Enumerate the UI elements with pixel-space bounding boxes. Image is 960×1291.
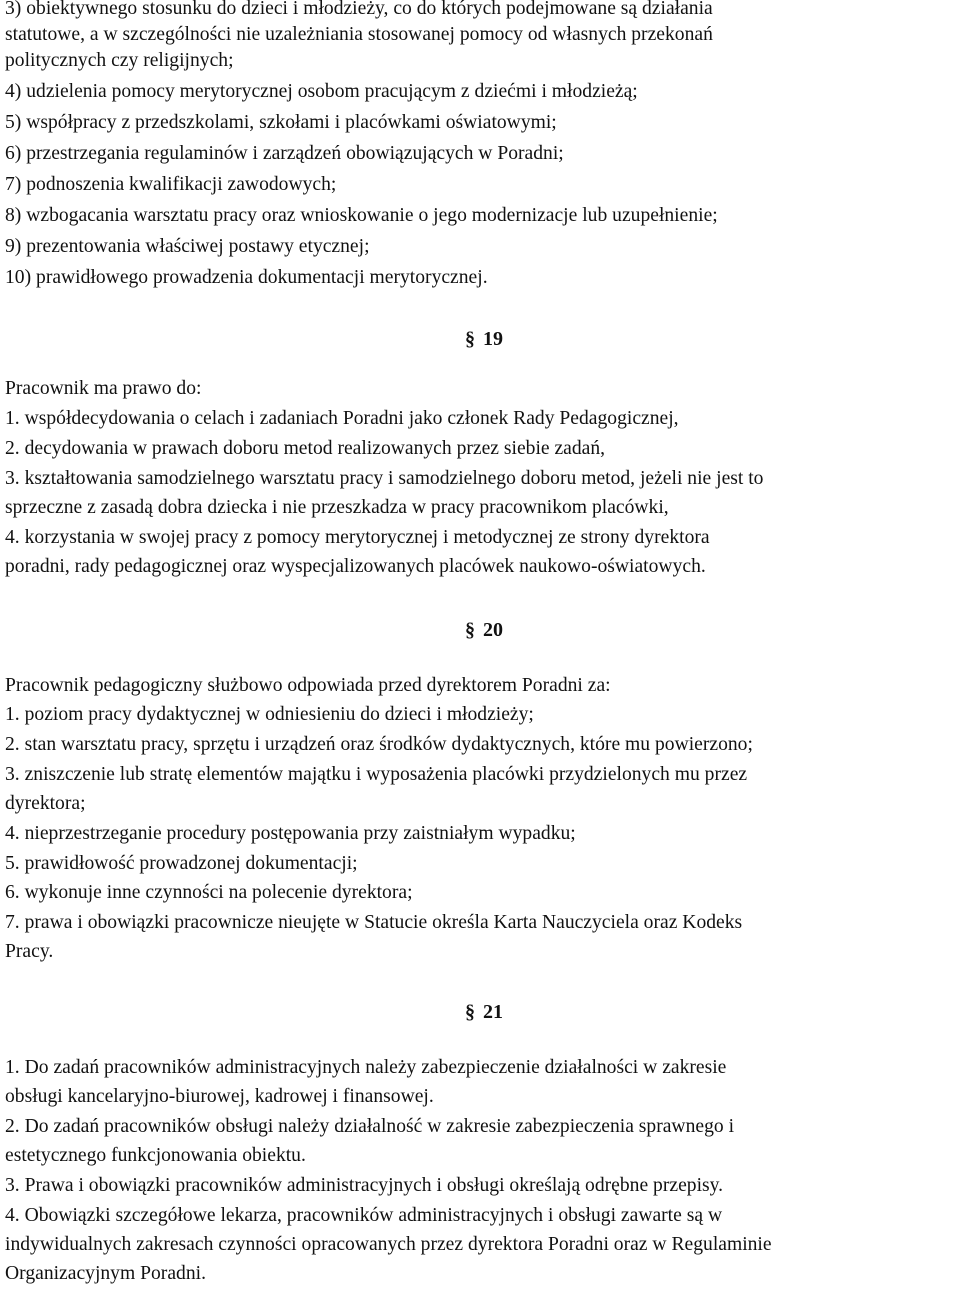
text-line: 3. zniszczenie lub stratę elementów majątku i wyposażenia placówki przydzielonych mu przez <box>5 764 748 785</box>
text-line: 1. Do zadań pracowników administracyjnych należy zabezpieczenie działalności w zakresie <box>5 1057 727 1078</box>
text-line: 3. Prawa i obowiązki pracowników administracyjnych i obsługi określają odrębne przepisy. <box>5 1175 724 1196</box>
text-line: 5) współpracy z przedszkolami, szkołami i placówkami oświatowymi; <box>5 112 557 133</box>
section-number: 21 <box>483 1001 503 1023</box>
section-number: 20 <box>483 619 503 641</box>
text-line: Pracy. <box>5 941 54 962</box>
section-19 <box>5 326 957 580</box>
text-line: 9) prezentowania właściwej postawy etycznej; <box>5 236 370 257</box>
text-line: 7) podnoszenia kwalifikacji zawodowych; <box>5 174 337 195</box>
text-line: 2. decydowania w prawach doboru metod realizowanych przez siebie zadań, <box>5 438 606 459</box>
text-line: 1. poziom pracy dydaktycznej w odniesieniu do dzieci i młodzieży; <box>5 704 534 725</box>
section-heading-21 <box>5 999 957 1025</box>
text-line: 4) udzielenia pomocy merytorycznej osobom pracującym z dziećmi i młodzieżą; <box>5 81 638 102</box>
text-line: poradni, rady pedagogicznej oraz wyspecjalizowanych placówek naukowo-oświatowych. <box>5 556 706 577</box>
text-line: estetycznego funkcjonowania obiektu. <box>5 1145 306 1166</box>
text-line: Pracownik pedagogiczny służbowo odpowiada przed dyrektorem Poradni za: <box>5 675 611 696</box>
text-line: 3. kształtowania samodzielnego warsztatu pracy i samodzielnego doboru metod, jeżeli nie jest to <box>5 468 764 489</box>
section-number: 19 <box>483 328 503 350</box>
text-line: 7. prawa i obowiązki pracownicze nieujęte w Statucie określa Karta Nauczyciela oraz Kodeks <box>5 912 743 933</box>
section-symbol: § <box>465 619 475 641</box>
text-line: 2. stan warsztatu pracy, sprzętu i urządzeń oraz środków dydaktycznych, które mu powierzono; <box>5 734 753 755</box>
text-line: 4. Obowiązki szczegółowe lekarza, pracowników administracyjnych i obsługi zawarte są w <box>5 1205 723 1226</box>
text-line: Pracownik ma prawo do: <box>5 378 202 399</box>
text-line: 10) prawidłowego prowadzenia dokumentacji merytorycznej. <box>5 267 488 288</box>
section-symbol: § <box>465 1001 475 1023</box>
text-line: statutowe, a w szczególności nie uzależniania stosowanej pomocy od własnych przekonań <box>5 24 713 45</box>
text-line: Organizacyjnym Poradni. <box>5 1263 206 1284</box>
text-line: 4. nieprzestrzeganie procedury postępowania przy zaistniałym wypadku; <box>5 823 576 844</box>
text-line: politycznych czy religijnych; <box>5 50 234 71</box>
duties-list-continuation <box>5 0 718 291</box>
text-line: 1. współdecydowania o celach i zadaniach Poradni jako członek Rady Pedagogicznej, <box>5 408 679 429</box>
section-21 <box>5 999 957 1287</box>
section-heading-19 <box>5 326 957 352</box>
text-line: 2. Do zadań pracowników obsługi należy działalność w zakresie zabezpieczenia sprawnego i <box>5 1116 735 1137</box>
section-heading-20 <box>5 617 957 643</box>
text-line: 4. korzystania w swojej pracy z pomocy merytorycznej i metodycznej ze strony dyrektora <box>5 527 710 548</box>
text-line: 6) przestrzegania regulaminów i zarządzeń obowiązujących w Poradni; <box>5 143 564 164</box>
section-symbol: § <box>465 328 475 350</box>
text-line: dyrektora; <box>5 793 86 814</box>
section-20 <box>5 617 957 965</box>
text-line: 8) wzbogacania warsztatu pracy oraz wnioskowanie o jego modernizacje lub uzupełnienie; <box>5 205 718 226</box>
text-line: sprzeczne z zasadą dobra dziecka i nie przeszkadza w pracy pracownikom placówki, <box>5 497 669 518</box>
text-line: 5. prawidłowość prowadzonej dokumentacji; <box>5 853 358 874</box>
text-line: indywidualnych zakresach czynności opracowanych przez dyrektora Poradni oraz w Regulaminie <box>5 1234 772 1255</box>
text-line: 3) obiektywnego stosunku do dzieci i młodzieży, co do których podejmowane są działania <box>5 0 713 19</box>
text-line: 6. wykonuje inne czynności na polecenie dyrektora; <box>5 882 413 903</box>
text-line: obsługi kancelaryjno-biurowej, kadrowej i finansowej. <box>5 1086 434 1107</box>
